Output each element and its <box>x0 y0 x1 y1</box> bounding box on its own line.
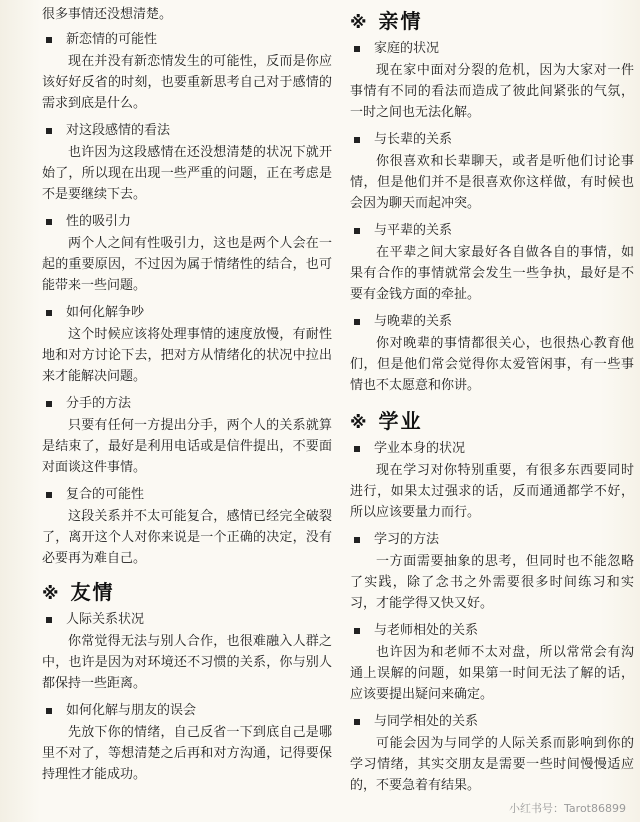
topic-heading <box>42 120 332 142</box>
topic-study-status <box>350 438 634 523</box>
topic-heading-text: 分手的方法 <box>66 396 132 411</box>
square-bullet-icon <box>46 310 52 316</box>
topic-body: 先放下你的情绪，自己反省一下到底自己是哪里不对了，等想清楚之后再和对方沟通，记得要保持理性才能成功。 <box>42 725 332 782</box>
right-column <box>350 4 634 802</box>
topic-heading-text: 与平辈的关系 <box>374 223 453 238</box>
topic-friend-misunderstanding <box>42 700 332 785</box>
reference-mark-icon: ※ <box>42 584 61 604</box>
topic-body: 一方面需要抽象的思考，但同时也不能忽略了实践，除了念书之外需要很多时间练习和实习，才能学得又快又好。 <box>350 554 634 611</box>
topic-heading <box>350 711 634 733</box>
topic-heading-text: 学业本身的状况 <box>374 441 466 456</box>
square-bullet-icon <box>354 719 360 725</box>
topic-teacher-relation <box>350 620 634 705</box>
topic-heading <box>350 438 634 460</box>
topic-juniors <box>350 311 634 396</box>
topic-heading <box>42 302 332 324</box>
topic-view-on-relationship <box>42 120 332 205</box>
topic-body: 现在学习对你特别重要，有很多东西要同时进行，如果太过强求的话，反而通通都学不好，所以应该要量力而行。 <box>350 463 634 520</box>
topic-body: 现在家中面对分裂的危机，因为大家对一件事情有不同的看法而造成了彼此间紧张的气氛，一时之间也无法化解。 <box>350 63 634 120</box>
topic-heading <box>350 38 634 60</box>
topic-study-method <box>350 529 634 614</box>
square-bullet-icon <box>46 492 52 498</box>
topic-heading-text: 性的吸引力 <box>66 214 132 229</box>
topic-body: 你对晚辈的事情都很关心，也很热心教育他们，但是他们常会觉得你太爱管闲事，有一些事情也不太愿意和你讲。 <box>350 336 634 393</box>
topic-resolve-quarrel <box>42 302 332 387</box>
topic-heading <box>42 700 332 722</box>
topic-classmate-relation <box>350 711 634 796</box>
topic-heading-text: 复合的可能性 <box>66 487 145 502</box>
topic-heading-text: 对这段感情的看法 <box>66 123 171 138</box>
topic-social-status <box>42 609 332 694</box>
topic-heading <box>42 484 332 506</box>
topic-heading <box>42 393 332 415</box>
topic-heading-text: 与同学相处的关系 <box>374 714 479 729</box>
topic-body: 你很喜欢和长辈聊天，或者是听他们讨论事情，但是他们并不是很喜欢你这样做，有时候也会因为聊天而起冲突。 <box>350 154 634 211</box>
section-title-study <box>350 404 634 438</box>
topic-heading <box>350 620 634 642</box>
topic-heading-text: 与长辈的关系 <box>374 132 453 147</box>
topic-body: 这段关系并不太可能复合，感情已经完全破裂了，离开这个人对你来说是一个正确的决定，没有必要再为难自己。 <box>42 509 332 566</box>
topic-heading-text: 与晚辈的关系 <box>374 314 453 329</box>
topic-heading-text: 家庭的状况 <box>374 41 440 56</box>
topic-heading-text: 人际关系状况 <box>66 612 145 627</box>
topic-family-status <box>350 38 634 123</box>
watermark-text: 小红书号：Tarot86899 <box>509 802 626 815</box>
left-column <box>42 4 332 791</box>
square-bullet-icon <box>46 37 52 43</box>
topic-body: 只要有任何一方提出分手，两个人的关系就算是结束了，最好是利用电话或是信件提出，不要面对面谈这件事情。 <box>42 418 332 475</box>
topic-new-romance <box>42 29 332 114</box>
reference-mark-icon: ※ <box>350 413 369 433</box>
topic-peers <box>350 220 634 305</box>
topic-body: 在平辈之间大家最好各自做各自的事情，如果有合作的事情就常会发生一些争执，最好是不要有金钱方面的牵扯。 <box>350 245 634 302</box>
topic-reunion <box>42 484 332 569</box>
section-title-text: 亲情 <box>378 9 423 33</box>
topic-body: 这个时候应该将处理事情的速度放慢，有耐性地和对方讨论下去，把对方从情绪化的状况中拉出来才能解决问题。 <box>42 327 332 384</box>
topic-heading <box>42 211 332 233</box>
topic-body: 现在并没有新恋情发生的可能性，反而是你应该好好反省的时刻，也要重新思考自己对于感情的需求到底是什么。 <box>42 54 332 111</box>
topic-breakup <box>42 393 332 478</box>
topic-body: 也许因为和老师不太对盘，所以常常会有沟通上误解的问题，如果第一时间无法了解的话，应该要提出疑问来确定。 <box>350 645 634 702</box>
topic-heading-text: 学习的方法 <box>374 532 440 547</box>
topic-heading <box>350 311 634 333</box>
topic-heading <box>42 609 332 631</box>
topic-heading <box>350 529 634 551</box>
topic-heading <box>42 29 332 51</box>
topic-body: 也许因为这段感情在还没想清楚的状况下就开始了，所以现在出现一些严重的问题，正在考虑是不是要继续下去。 <box>42 145 332 202</box>
square-bullet-icon <box>354 446 360 452</box>
topic-heading-text: 如何化解与朋友的误会 <box>66 703 197 718</box>
section-title-friendship <box>42 575 332 609</box>
topic-heading <box>350 220 634 242</box>
intro-text: 很多事情还没想清楚。 <box>42 7 173 22</box>
topic-attraction <box>42 211 332 296</box>
topic-body: 可能会因为与同学的人际关系而影响到你的学习情绪，其实交朋友是需要一些时间慢慢适应的，不要急着有结果。 <box>350 736 634 793</box>
square-bullet-icon <box>354 537 360 543</box>
section-title-text: 友情 <box>70 580 115 604</box>
topic-heading-text: 如何化解争吵 <box>66 305 145 320</box>
square-bullet-icon <box>354 228 360 234</box>
section-title-text: 学业 <box>378 409 423 433</box>
topic-heading-text: 与老师相处的关系 <box>374 623 479 638</box>
reference-mark-icon: ※ <box>350 13 369 33</box>
square-bullet-icon <box>46 219 52 225</box>
square-bullet-icon <box>354 46 360 52</box>
topic-body: 两个人之间有性吸引力，这也是两个人会在一起的重要原因，不过因为属于情绪性的结合，也可能带来一些问题。 <box>42 236 332 293</box>
square-bullet-icon <box>46 128 52 134</box>
square-bullet-icon <box>46 617 52 623</box>
square-bullet-icon <box>354 137 360 143</box>
square-bullet-icon <box>46 401 52 407</box>
square-bullet-icon <box>46 708 52 714</box>
topic-elders <box>350 129 634 214</box>
section-title-family <box>350 4 634 38</box>
topic-heading-text: 新恋情的可能性 <box>66 32 158 47</box>
topic-heading <box>350 129 634 151</box>
topic-body: 你常觉得无法与别人合作，也很难融入人群之中，也许是因为对环境还不习惯的关系，你与别人都保持一些距离。 <box>42 634 332 691</box>
square-bullet-icon <box>354 628 360 634</box>
square-bullet-icon <box>354 319 360 325</box>
